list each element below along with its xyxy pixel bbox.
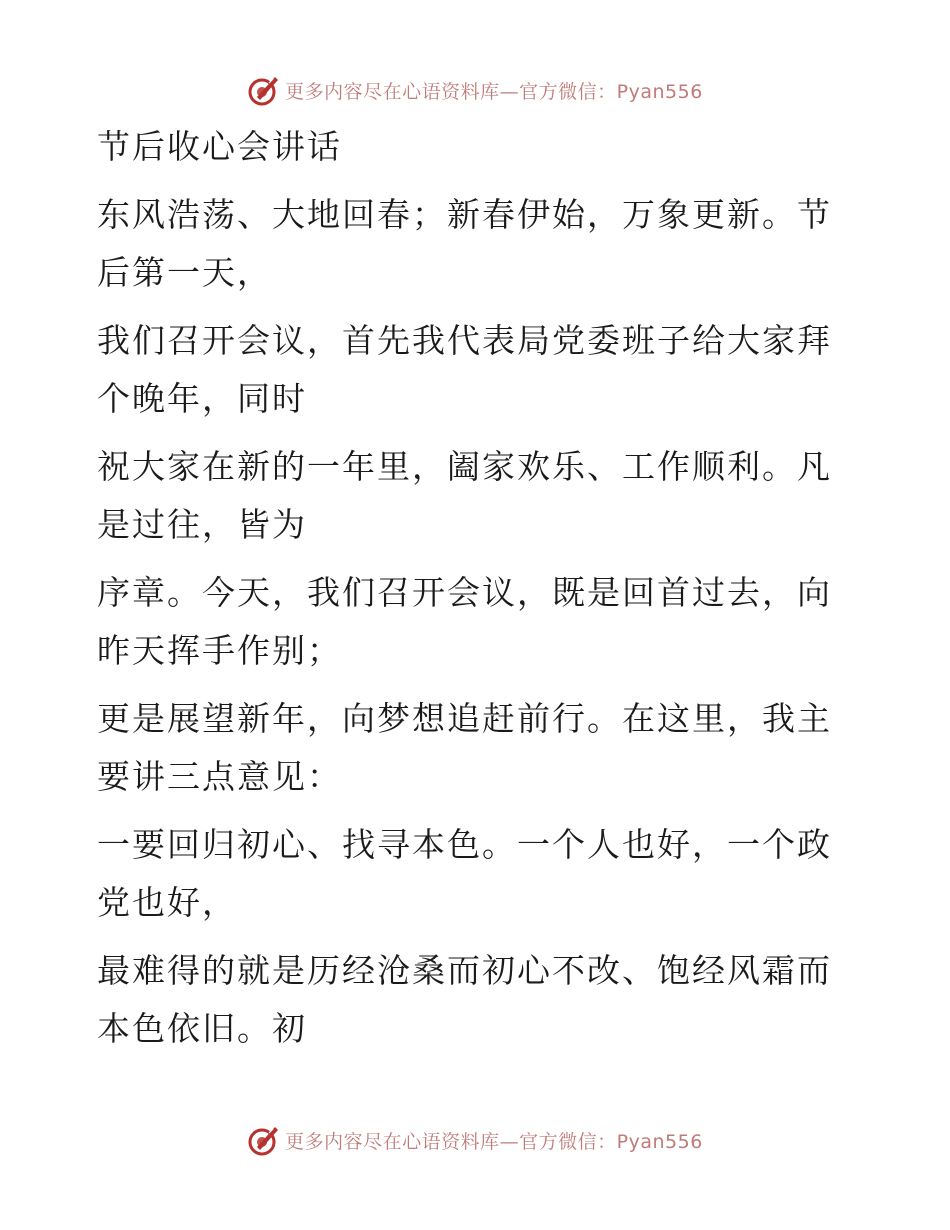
document-body bbox=[97, 118, 832, 1058]
banner-text bbox=[285, 77, 703, 104]
quill-pen-icon bbox=[247, 73, 281, 107]
banner-wechat-text: 官方微信：Pyan556 bbox=[519, 1130, 703, 1153]
banner-dash: — bbox=[499, 80, 520, 103]
paragraph-line: 一要回归初心、找寻本色。一个人也好，一个政 bbox=[97, 825, 832, 864]
paragraph-line: 昨天挥手作别； bbox=[97, 631, 342, 670]
document-title: 节后收心会讲话 bbox=[97, 127, 342, 166]
quill-pen-icon bbox=[247, 1123, 281, 1157]
paragraph-line: 祝大家在新的一年里，阖家欢乐、工作顺利。凡 bbox=[97, 447, 832, 486]
paragraph-line: 我们召开会议，首先我代表局党委班子给大家拜 bbox=[97, 321, 832, 360]
paragraph-line: 最难得的就是历经沧桑而初心不改、饱经风霜而 bbox=[97, 951, 832, 990]
paragraph-line: 东风浩荡、大地回春；新春伊始，万象更新。节 bbox=[97, 195, 832, 234]
footer-banner bbox=[0, 1120, 950, 1160]
header-banner bbox=[0, 70, 950, 110]
paragraph-line: 更是展望新年，向梦想追赶前行。在这里，我主 bbox=[97, 699, 832, 738]
paragraph-line: 党也好， bbox=[97, 883, 237, 922]
paragraph-line: 要讲三点意见： bbox=[97, 757, 342, 796]
banner-dash: — bbox=[499, 1130, 520, 1153]
banner-wechat-text: 官方微信：Pyan556 bbox=[519, 80, 703, 103]
paragraph-line: 本色依旧。初 bbox=[97, 1009, 307, 1048]
banner-text bbox=[285, 1127, 703, 1154]
paragraph-line: 序章。今天，我们召开会议，既是回首过去，向 bbox=[97, 573, 832, 612]
banner-main-text: 更多内容尽在心语资料库 bbox=[285, 1130, 500, 1153]
paragraph-line: 个晚年，同时 bbox=[97, 379, 307, 418]
paragraph-line: 后第一天， bbox=[97, 253, 272, 292]
paragraph-line: 是过往，皆为 bbox=[97, 505, 307, 544]
banner-main-text: 更多内容尽在心语资料库 bbox=[285, 80, 500, 103]
